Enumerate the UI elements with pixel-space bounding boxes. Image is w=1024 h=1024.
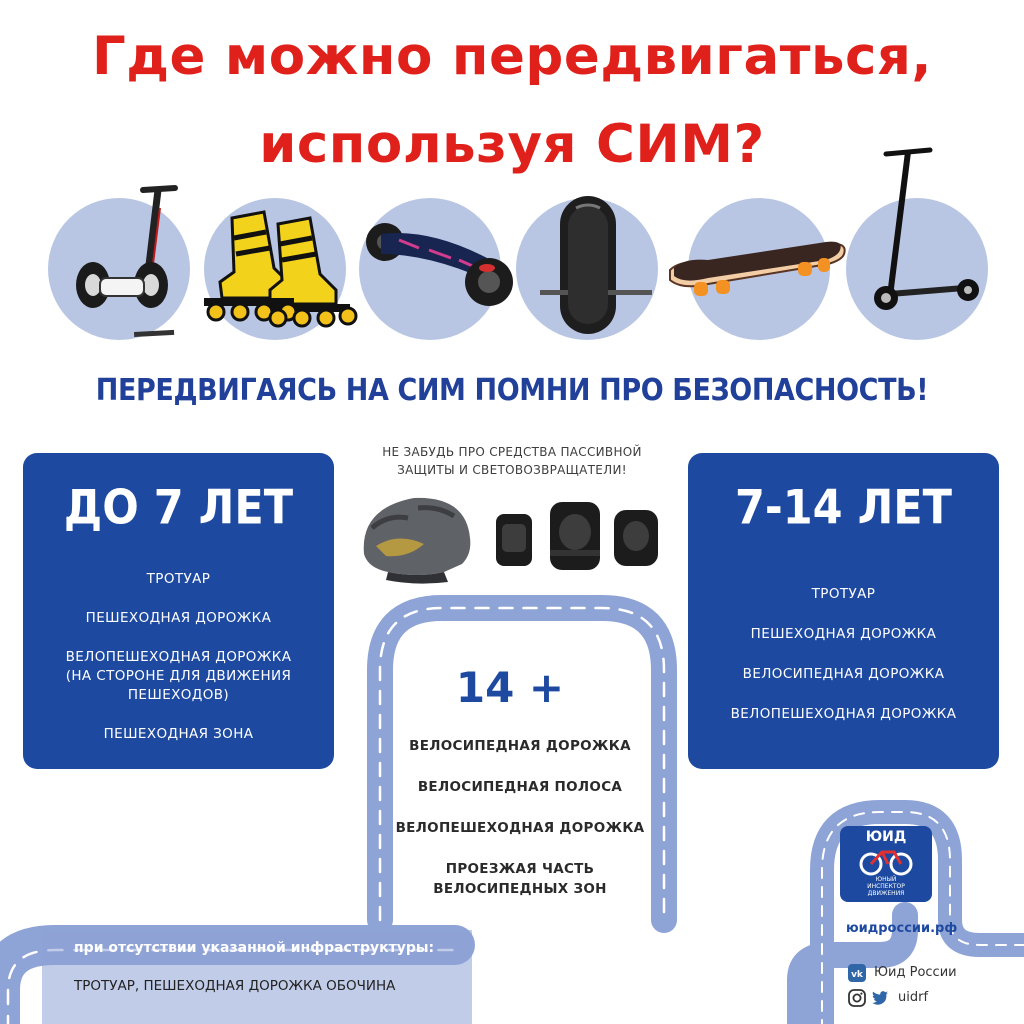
- list-item: ПЕШЕХОДНАЯ ЗОНА: [103, 726, 254, 742]
- age-7-14-heading: 7-14 ЛЕТ: [735, 480, 952, 536]
- device-skateboard: [688, 198, 830, 340]
- list-item: ВЕЛОСИПЕДНАЯ ДОРОЖКА: [742, 666, 945, 682]
- list-item: ВЕЛОПЕШЕХОДНАЯ ДОРОЖКА: [65, 649, 292, 665]
- wrist-guard-icon: [492, 510, 536, 570]
- list-item: (НА СТОРОНЕ ДЛЯ ДВИЖЕНИЯ: [65, 668, 292, 684]
- list-item: ВЕЛОПЕШЕХОДНАЯ ДОРОЖКА: [395, 820, 645, 836]
- logo-name: ЮИД: [865, 829, 907, 845]
- website-link[interactable]: юидроссии.рф: [846, 921, 958, 936]
- elbow-pad-icon: [610, 506, 662, 570]
- safety-slogan: ПЕРЕДВИГАЯСЬ НА СИМ ПОМНИ ПРО БЕЗОПАСНОСТЬ!: [95, 373, 929, 408]
- vk-label[interactable]: Юид России: [874, 965, 957, 980]
- age-14-plus-list: [380, 736, 660, 899]
- device-kick-scooter: [846, 198, 988, 340]
- segway-icon: [48, 198, 190, 340]
- instagram-icon[interactable]: [848, 989, 866, 1007]
- list-item: ТРОТУАР: [146, 571, 211, 587]
- monowheel-icon: [516, 198, 658, 340]
- kick-scooter-icon: [846, 198, 988, 340]
- list-item: ВЕЛОПЕШЕХОДНАЯ ДОРОЖКА: [730, 706, 957, 722]
- fallback-label: при отсутствии указанной инфраструктуры:: [74, 940, 435, 956]
- roller-skates-icon: [204, 198, 346, 340]
- knee-pad-icon: [544, 500, 606, 572]
- device-segway: [48, 198, 190, 340]
- age-under-7-list: [23, 570, 334, 744]
- device-monowheel: [516, 198, 658, 340]
- list-item: ПЕШЕХОДОВ): [127, 687, 230, 703]
- protection-note-line-1: НЕ ЗАБУДЬ ПРО СРЕДСТВА ПАССИВНОЙ: [382, 445, 642, 459]
- uid-logo: [840, 826, 932, 902]
- age-under-7-heading: ДО 7 ЛЕТ: [63, 480, 294, 536]
- list-item: ВЕЛОСИПЕДНАЯ ДОРОЖКА: [409, 738, 631, 754]
- social-handle[interactable]: uidrf: [898, 990, 929, 1005]
- hoverboard-icon: [359, 198, 501, 340]
- list-item: ТРОТУАР: [811, 586, 876, 602]
- list-item: ВЕЛОСИПЕДНАЯ ПОЛОСА: [417, 779, 623, 795]
- twitter-icon[interactable]: [872, 991, 888, 1005]
- skateboard-icon: [688, 198, 830, 340]
- fallback-value: ТРОТУАР, ПЕШЕХОДНАЯ ДОРОЖКА ОБОЧИНА: [74, 978, 396, 994]
- title-line-1: Где можно передвигаться,: [91, 26, 933, 87]
- list-item: ПРОЕЗЖАЯ ЧАСТЬ: [445, 861, 595, 877]
- protection-note-line-2: ЗАЩИТЫ И СВЕТОВОЗВРАЩАТЕЛИ!: [397, 463, 627, 477]
- title-line-2: используя СИМ?: [259, 114, 765, 175]
- bicycle-icon: [856, 846, 916, 876]
- device-hoverboard: [359, 198, 501, 340]
- device-roller-skates: [204, 198, 346, 340]
- age-7-14-list: [688, 585, 999, 724]
- age-7-14-panel: [688, 453, 999, 769]
- logo-line-3: ДВИЖЕНИЯ: [867, 890, 905, 897]
- svg-text:vk: vk: [851, 970, 863, 980]
- list-item: ПЕШЕХОДНАЯ ДОРОЖКА: [85, 610, 272, 626]
- age-under-7-panel: [23, 453, 334, 769]
- helmet-icon: [358, 494, 478, 584]
- logo-line-2: ИНСПЕКТОР: [867, 883, 905, 890]
- list-item: ВЕЛОСИПЕДНЫХ ЗОН: [433, 881, 607, 897]
- logo-line-1: ЮНЫЙ: [875, 876, 897, 883]
- age-14-plus-heading: 14 +: [455, 663, 565, 712]
- vk-icon[interactable]: [848, 964, 866, 982]
- list-item: ПЕШЕХОДНАЯ ДОРОЖКА: [750, 626, 937, 642]
- protection-note: [326, 443, 698, 479]
